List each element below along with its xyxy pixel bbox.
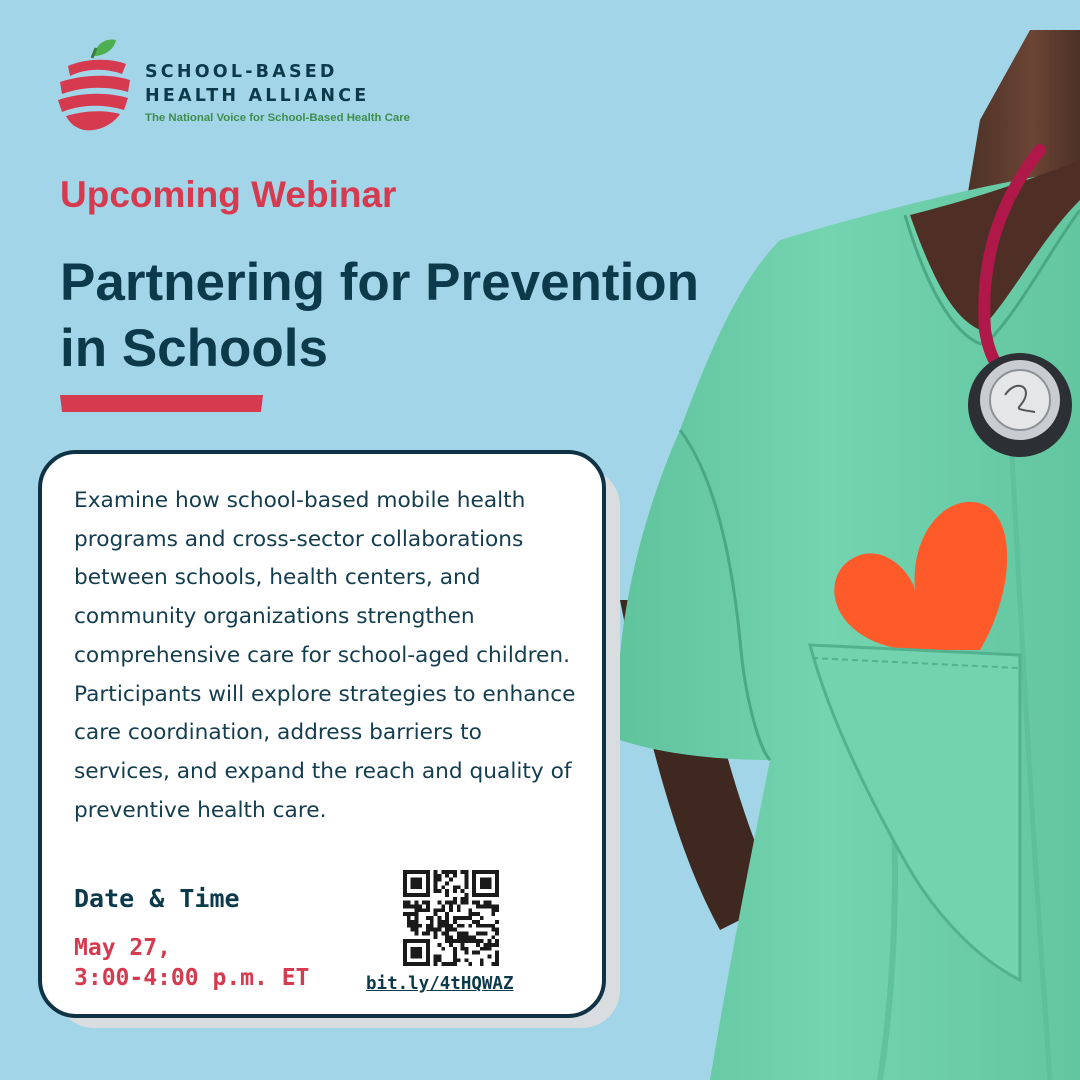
page-title [60, 250, 760, 382]
logo-wordmark [145, 60, 369, 108]
title-line2: in Schools [60, 319, 328, 378]
webinar-time: 3:00-4:00 p.m. ET [74, 965, 310, 991]
date-time-value [74, 933, 309, 993]
nurse-photo [580, 0, 1080, 1080]
accent-divider [60, 395, 263, 412]
logo-tagline: The National Voice for School-Based Health Care [145, 112, 410, 124]
title-line1: Partnering for Prevention [60, 253, 700, 312]
date-time-label: Date & Time [74, 884, 240, 913]
logo [56, 36, 476, 136]
webinar-date: May 27, [74, 935, 171, 961]
webinar-description: Examine how school-based mobile health programs and cross-sector collaborations between schools, health centers, and community organizations strengthen comprehensive care for school-aged children. Participants will explore strategies to enhance care coordination, address barriers to services, and expand the reach and quality of preventive health care. [74, 488, 576, 823]
info-card [38, 450, 606, 1018]
logo-name-line1: SCHOOL-BASED [145, 62, 338, 82]
apple-ribbon-logo-icon [56, 36, 136, 136]
registration-link[interactable]: bit.ly/4tHQWAZ [366, 974, 514, 994]
eyebrow-label: Upcoming Webinar [60, 174, 397, 215]
logo-name-line2: HEALTH ALLIANCE [145, 86, 370, 106]
qr-code-icon[interactable] [403, 870, 499, 966]
